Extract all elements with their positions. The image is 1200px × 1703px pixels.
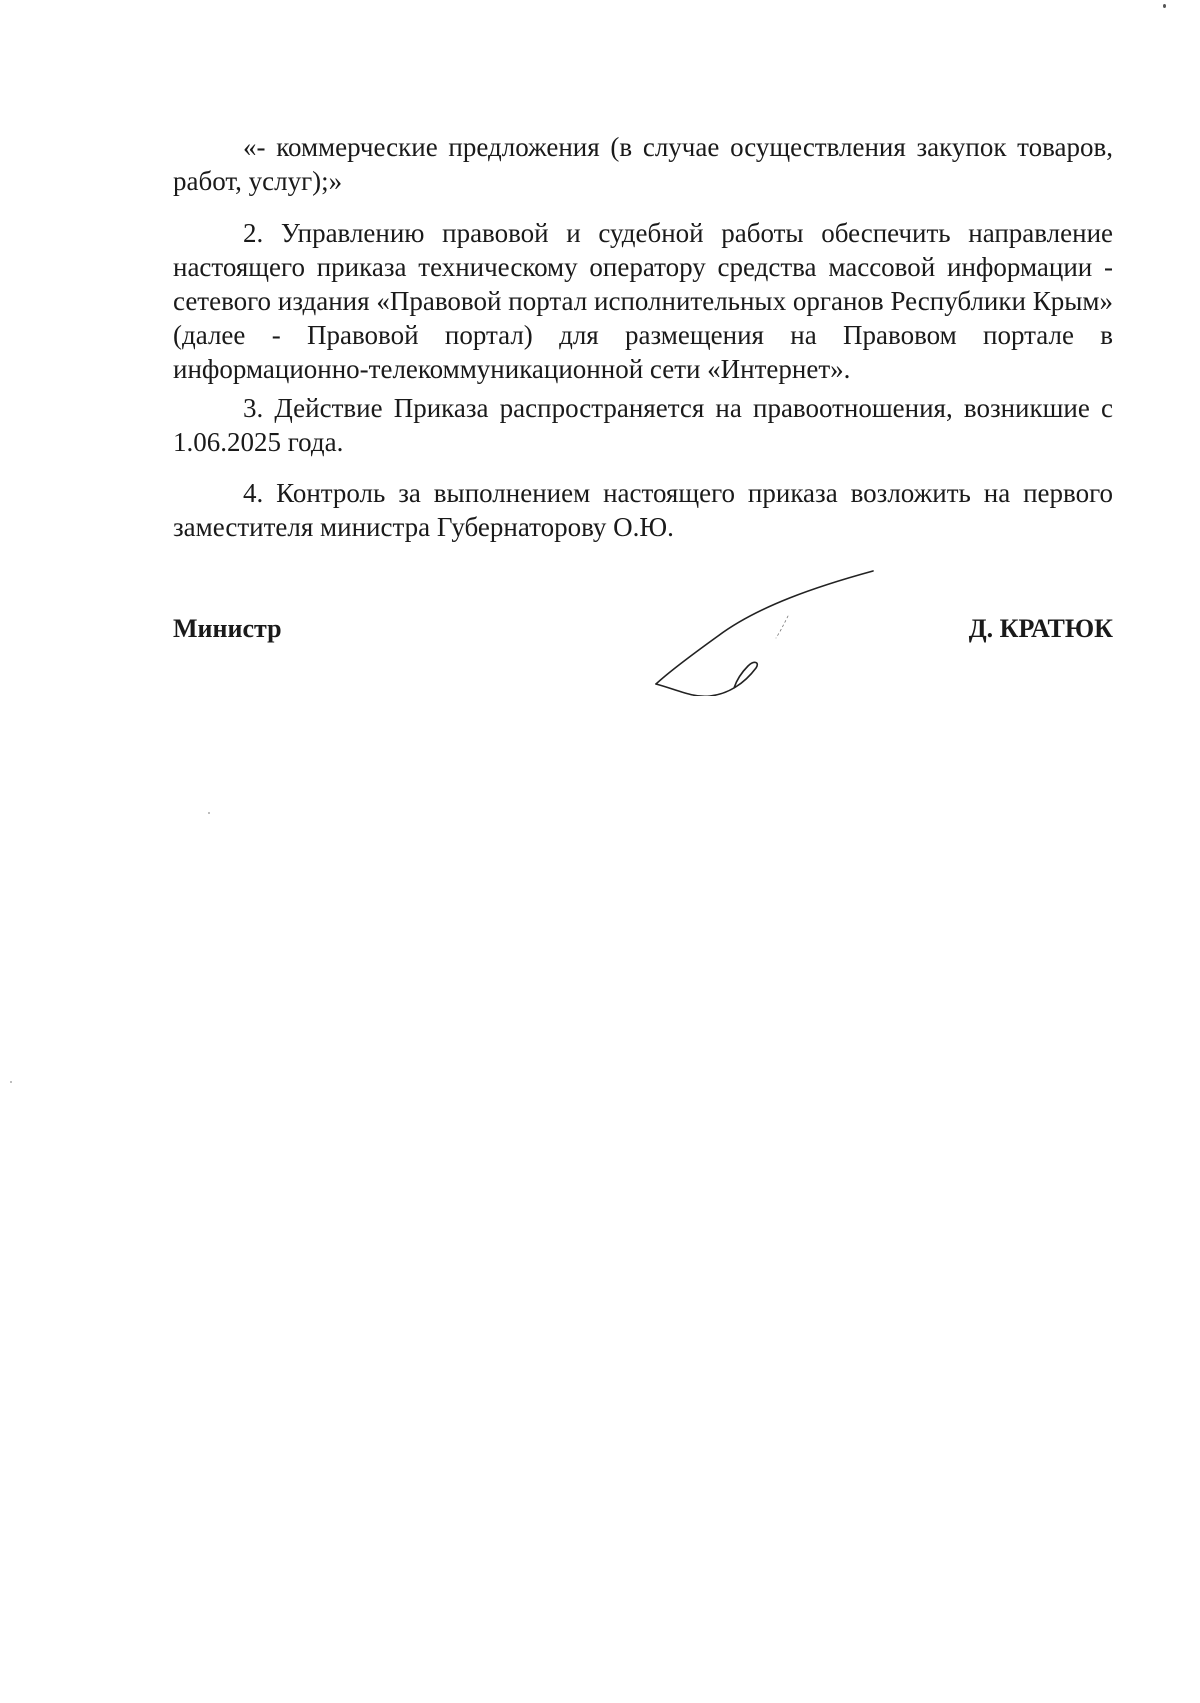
paragraph-text: 2. Управлению правовой и судебной работы обеспечить направление настоящего приказа техническому оператору средства массовой информации - сетевого издания «Правовой портал исполнительных органов Республики Крым» (далее - Правовой портал) для размещения на Правовом портале в информационно-телекоммуникационной сети «Интернет». xyxy=(173,218,1113,384)
paragraph-text: 4. Контроль за выполнением настоящего приказа возложить на первого заместителя министра Губернаторову О.Ю. xyxy=(173,478,1113,542)
paragraph-text: «- коммерческие предложения (в случае осуществления закупок товаров, работ, услуг);» xyxy=(173,132,1113,196)
scan-speck xyxy=(10,1081,12,1083)
paragraph-text: 3. Действие Приказа распространяется на правоотношения, возникшие с 1.06.2025 года. xyxy=(173,393,1113,457)
signatory-name: Д. КРАТЮК xyxy=(968,614,1113,643)
paragraph-item-3 xyxy=(173,391,1113,459)
signature-block xyxy=(173,614,1113,654)
scan-speck xyxy=(208,812,210,814)
handwritten-signature xyxy=(648,566,878,696)
scan-speck xyxy=(1163,4,1166,8)
signatory-position: Министр xyxy=(173,614,282,643)
paragraph-item-4 xyxy=(173,476,1113,544)
paragraph-commercial-offers xyxy=(173,130,1113,198)
paragraph-item-2 xyxy=(173,216,1113,386)
